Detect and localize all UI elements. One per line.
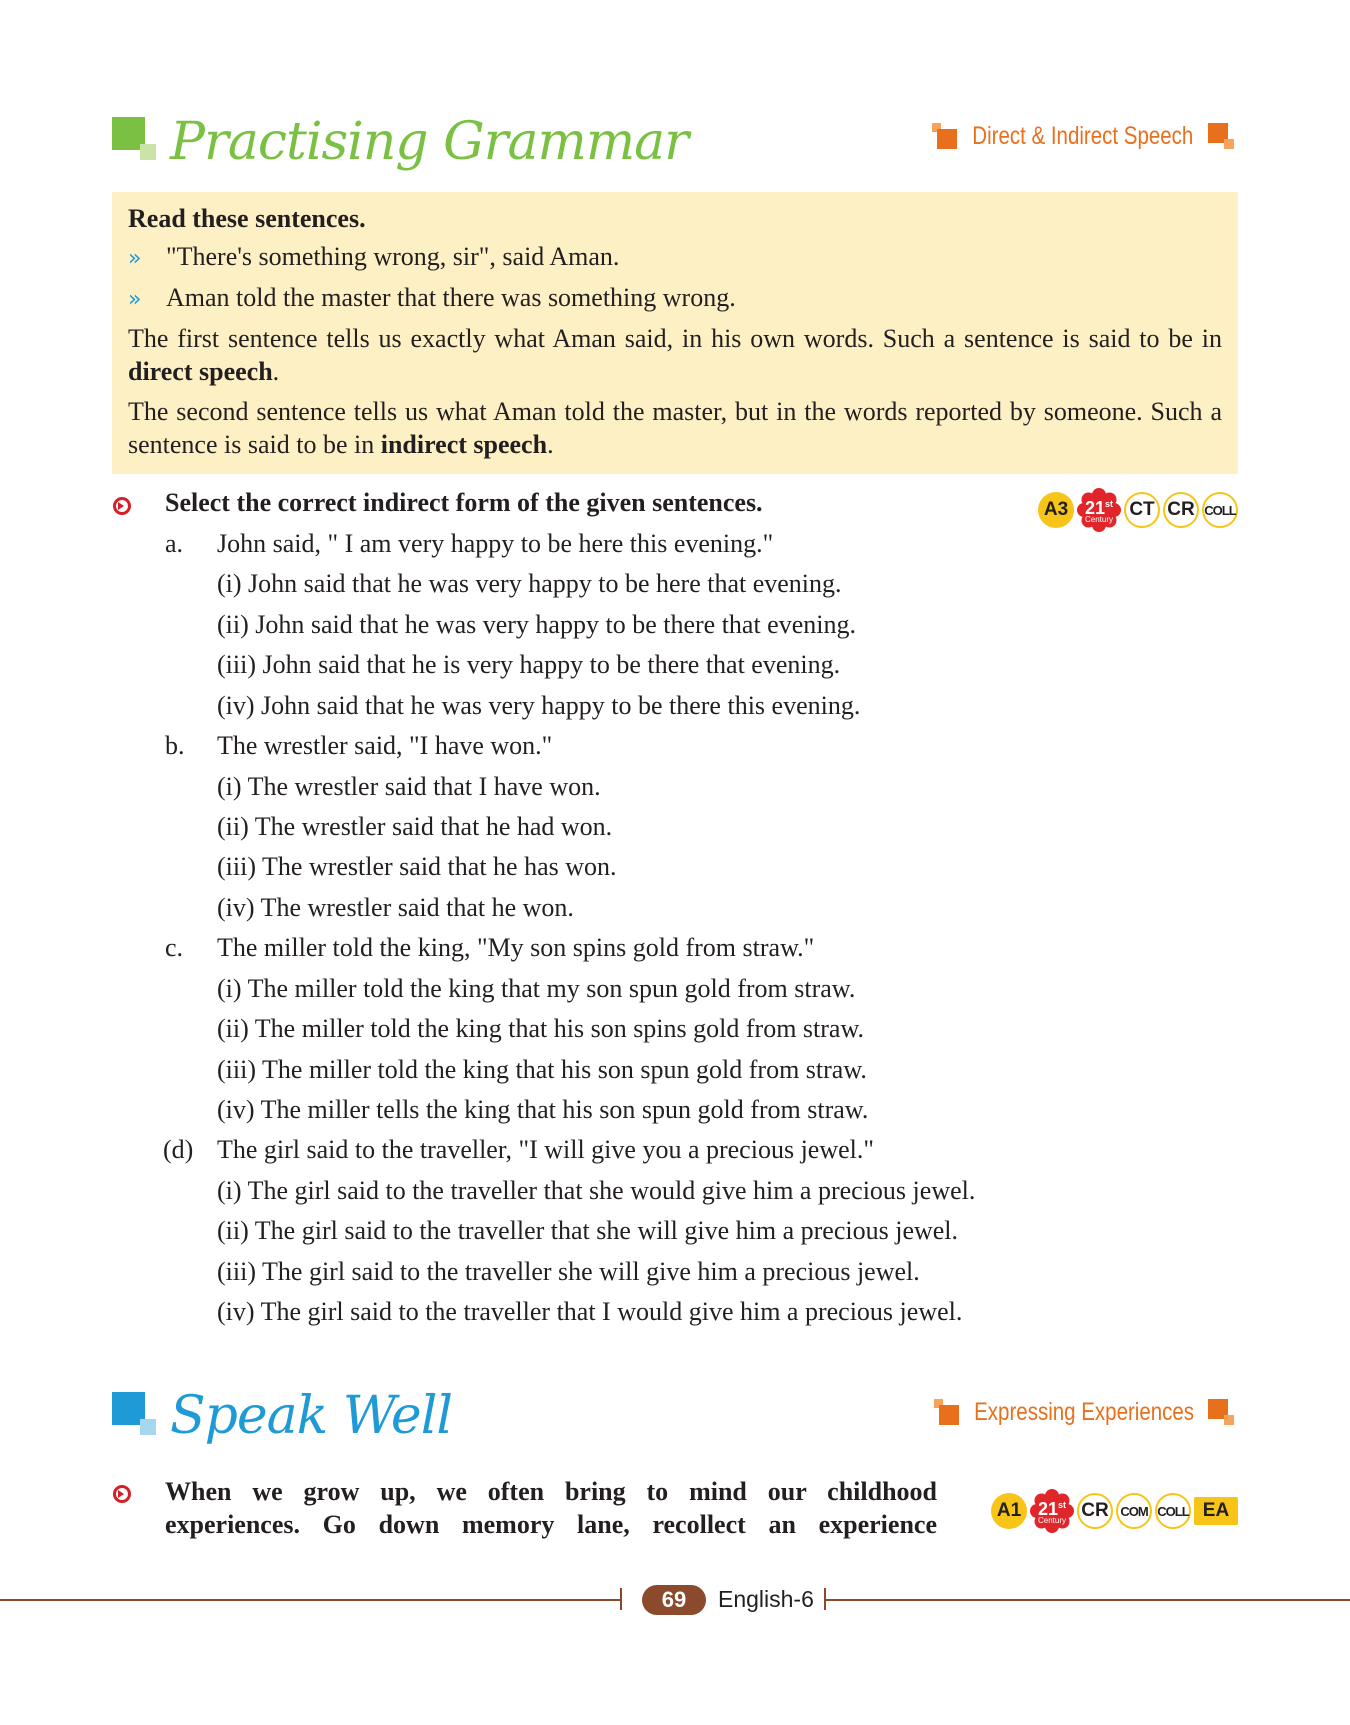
question-text: The wrestler said, "I have won.": [217, 731, 553, 760]
skill-badge-coll: COLL: [1202, 492, 1238, 528]
level-badge: A3: [1038, 492, 1074, 528]
century-number: 21st: [1037, 1499, 1067, 1519]
indirect-speech-term: indirect speech: [380, 430, 548, 459]
light-green-square-icon: [140, 144, 156, 160]
red-circle-bullet-icon: [113, 497, 131, 515]
note-paragraph-direct: [128, 322, 1222, 388]
skill-badge-ct: CT: [1124, 492, 1160, 528]
speak-tag-label: Expressing Experiences: [973, 1398, 1194, 1426]
orange-squares-left-icon: [928, 123, 958, 151]
speak-section-tag: [930, 1398, 1238, 1434]
question-text: John said, " I am very happy to be here this evening.": [217, 529, 774, 558]
question-text: The girl said to the traveller, "I will give you a precious jewel.": [217, 1135, 874, 1164]
grammar-section-header: [112, 110, 1238, 190]
note-bullet-text: "There's something wrong, sir", said Aman.: [166, 242, 620, 271]
option-item: (i) The wrestler said that I have won.: [217, 772, 601, 801]
option-item: (iv) The girl said to the traveller that I would give him a precious jewel.: [217, 1297, 963, 1326]
para-text: .: [272, 357, 280, 386]
note-paragraph-indirect: [128, 395, 1222, 461]
light-blue-square-icon: [140, 1419, 156, 1435]
grammar-note-box: [112, 192, 1238, 474]
para-text: .: [547, 430, 554, 459]
option-item: (i) John said that he was very happy to be here that evening.: [217, 569, 842, 598]
para-text: The second sentence tells us what Aman told the master, but in the words reported by someone. Such a sentence is said to be in: [128, 397, 1222, 459]
book-title: English-6: [718, 1586, 814, 1612]
footer-tick-left: [620, 1588, 622, 1610]
speak-section-title: Speak Well: [170, 1386, 452, 1446]
21st-century-badge: [1077, 488, 1121, 532]
option-item: (iv) The miller tells the king that his son spun gold from straw.: [217, 1095, 869, 1124]
option-item: (ii) The wrestler said that he had won.: [217, 812, 613, 841]
question-label: a.: [165, 529, 184, 558]
double-chevron-icon: »: [128, 246, 142, 271]
century-word: Century: [1037, 1516, 1066, 1525]
question-label: c.: [165, 933, 184, 962]
skill-badge-cr: CR: [1077, 1493, 1113, 1529]
option-item: (ii) John said that he was very happy to be there that evening.: [217, 610, 856, 639]
exercise-instruction: Select the correct indirect form of the given sentences.: [165, 488, 763, 517]
option-item: (iii) The miller told the king that his son spun gold from straw.: [217, 1055, 867, 1084]
grammar-tag-label: Direct & Indirect Speech: [972, 122, 1194, 150]
option-item: (iii) The wrestler said that he has won.: [217, 852, 617, 881]
option-item: (ii) The girl said to the traveller that she will give him a precious jewel.: [217, 1216, 959, 1245]
para-text: The first sentence tells us exactly what Aman said, in his own words. Such a sentence is said to be in: [128, 324, 1222, 353]
grammar-section-tag: [928, 122, 1238, 158]
speak-instruction-line: When we grow up, we often bring to mind our childhood: [165, 1477, 937, 1506]
skill-badge-ea: EA: [1194, 1497, 1238, 1525]
century-word: Century: [1084, 515, 1113, 524]
skill-badge-coll: COLL: [1155, 1493, 1191, 1529]
exercise-skill-badges: [1038, 488, 1238, 532]
speak-skill-badges: [991, 1489, 1238, 1533]
orange-squares-right-icon: [1208, 1399, 1238, 1427]
note-heading: Read these sentences.: [128, 204, 366, 233]
option-item: (iv) The wrestler said that he won.: [217, 893, 574, 922]
option-item: (i) The miller told the king that my son spun gold from straw.: [217, 974, 856, 1003]
double-chevron-icon: »: [128, 287, 142, 312]
skill-badge-cr: CR: [1163, 492, 1199, 528]
option-item: (ii) The miller told the king that his son spins gold from straw.: [217, 1014, 865, 1043]
skill-badge-com: COM: [1116, 1493, 1152, 1529]
level-badge: A1: [991, 1493, 1027, 1529]
century-number: 21st: [1084, 498, 1114, 518]
speak-instruction-line: experiences. Go down memory lane, recollect an experience: [165, 1510, 937, 1539]
footer-rule-left: [0, 1599, 622, 1601]
question-label: b.: [165, 731, 185, 760]
footer-rule-right: [824, 1599, 1350, 1601]
question-text: The miller told the king, "My son spins gold from straw.": [217, 933, 815, 962]
note-bullet-text: Aman told the master that there was something wrong.: [166, 283, 736, 312]
direct-speech-term: direct speech: [128, 357, 273, 386]
option-item: (iv) John said that he was very happy to be there this evening.: [217, 691, 861, 720]
option-item: (iii) The girl said to the traveller she will give him a precious jewel.: [217, 1257, 920, 1286]
option-item: (iii) John said that he is very happy to be there that evening.: [217, 650, 841, 679]
21st-century-badge: [1030, 1489, 1074, 1533]
speak-section-header: [112, 1384, 1238, 1464]
red-circle-bullet-icon: [113, 1485, 131, 1503]
grammar-section-title: Practising Grammar: [170, 112, 688, 172]
speak-instruction: [165, 1475, 937, 1541]
page-number: 69: [642, 1585, 706, 1615]
option-item: (i) The girl said to the traveller that she would give him a precious jewel.: [217, 1176, 976, 1205]
note-bullet-1: [128, 240, 1222, 275]
orange-squares-right-icon: [1208, 123, 1238, 151]
question-label: (d): [163, 1135, 194, 1164]
note-bullet-2: [128, 281, 1222, 316]
orange-squares-left-icon: [930, 1399, 960, 1427]
